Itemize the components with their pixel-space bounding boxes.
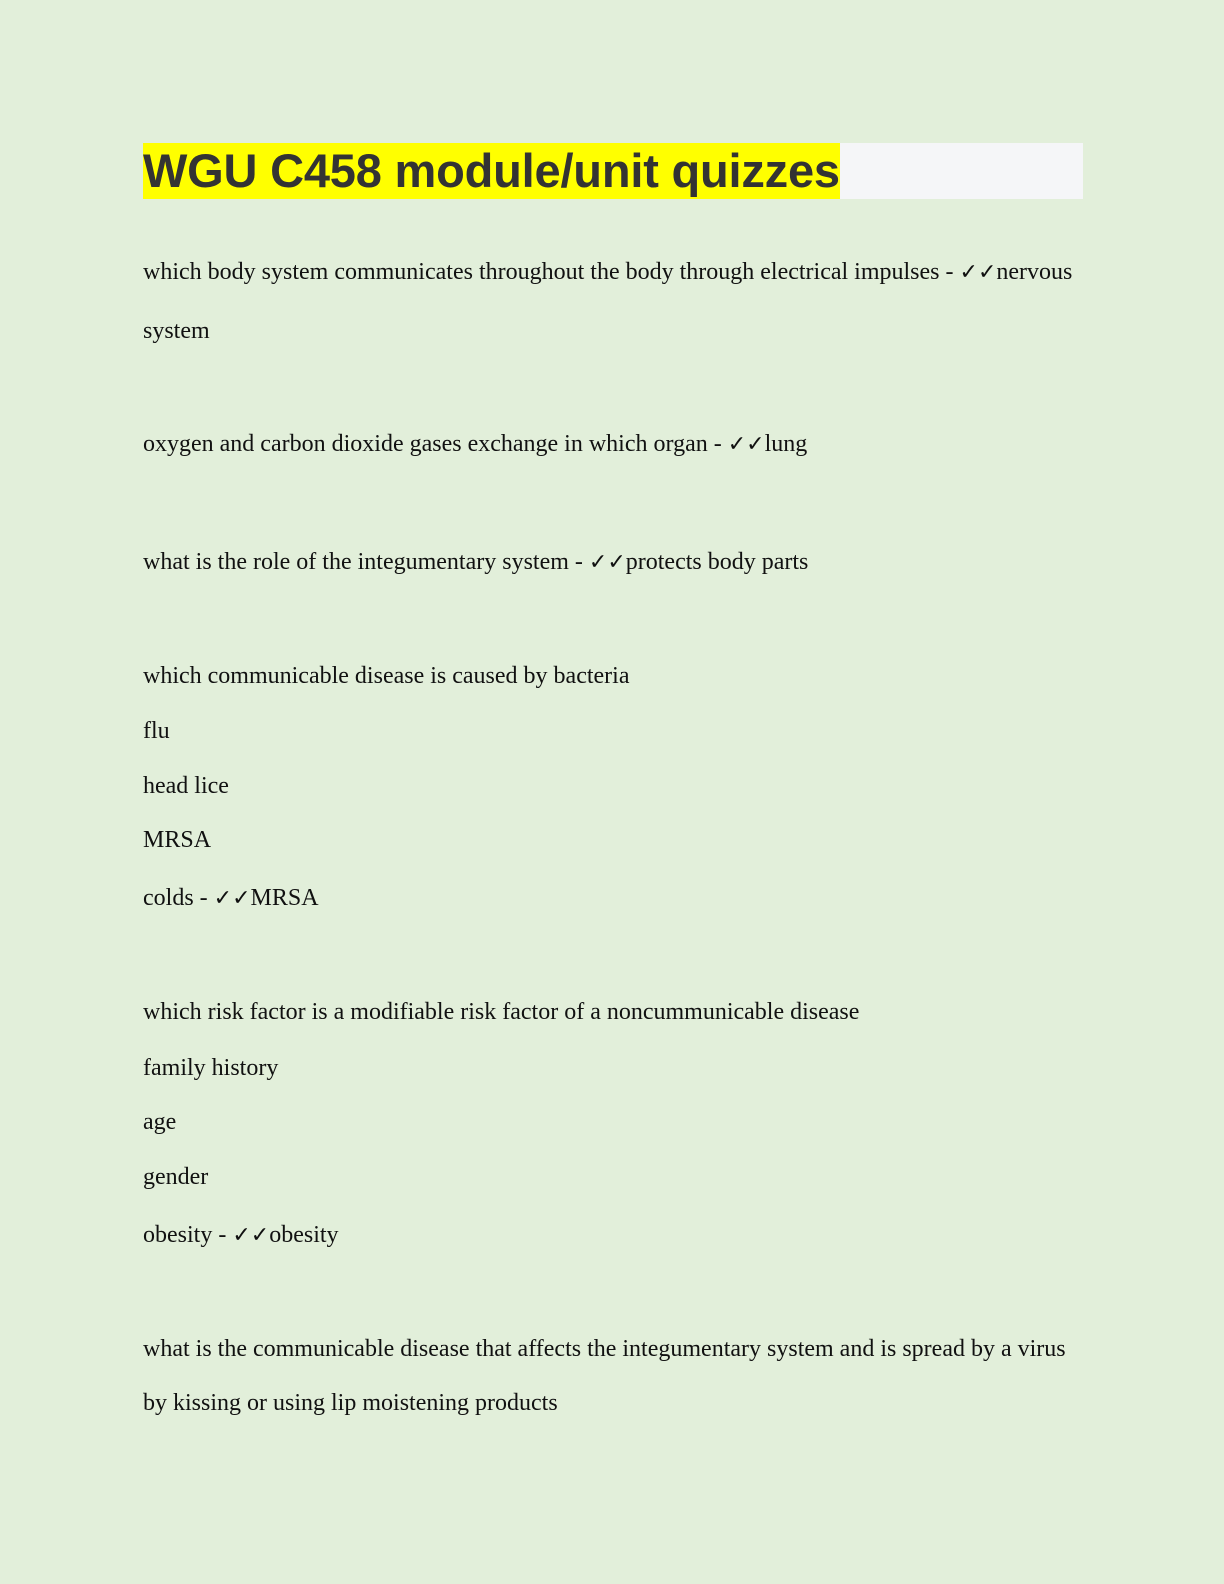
question-1-line-1	[143, 257, 1072, 288]
double-check-icon: ✓✓	[959, 260, 997, 285]
double-check-icon: ✓✓	[727, 432, 765, 457]
question-text: which communicable disease is caused by bacteria	[143, 663, 630, 689]
double-check-icon: ✓✓	[213, 886, 251, 911]
question-text: system	[143, 318, 210, 344]
question-4	[143, 661, 629, 691]
question-text: which risk factor is a modifiable risk factor of a noncummunicable disease	[143, 999, 860, 1025]
question-text: by kissing or using lip moistening products	[143, 1390, 558, 1416]
question-6-line-2	[143, 1388, 558, 1418]
option: head lice	[143, 773, 229, 799]
option-with-answer	[143, 883, 319, 914]
question-text: what is the communicable disease that affects the integumentary system and is spread by a virus	[143, 1336, 1066, 1362]
question-3	[143, 547, 808, 578]
question-text: oxygen and carbon dioxide gases exchange in which organ -	[143, 431, 728, 457]
answer-text: MRSA	[250, 885, 319, 911]
option: family history	[143, 1055, 279, 1081]
option: flu	[143, 718, 170, 744]
double-check-icon: ✓✓	[232, 1223, 270, 1248]
answer-text: protects body parts	[625, 549, 809, 575]
question-1-line-2	[143, 316, 210, 346]
option: MRSA	[143, 827, 212, 853]
option: colds -	[143, 885, 214, 911]
option: gender	[143, 1164, 209, 1190]
question-5	[143, 997, 859, 1027]
title-banner	[143, 143, 1083, 199]
question-text: which body system communicates throughout the body through electrical impulses -	[143, 259, 960, 285]
option: obesity -	[143, 1222, 233, 1248]
question-2	[143, 429, 807, 460]
answer-text: nervous	[996, 259, 1073, 285]
answer-text: lung	[764, 431, 808, 457]
option: age	[143, 1109, 177, 1135]
answer-text: obesity	[269, 1222, 339, 1248]
question-6-line-1	[143, 1334, 1066, 1364]
question-text: what is the role of the integumentary system -	[143, 549, 589, 575]
document-title: WGU C458 module/unit quizzes	[143, 144, 840, 197]
double-check-icon: ✓✓	[588, 550, 626, 575]
option-with-answer	[143, 1220, 339, 1251]
